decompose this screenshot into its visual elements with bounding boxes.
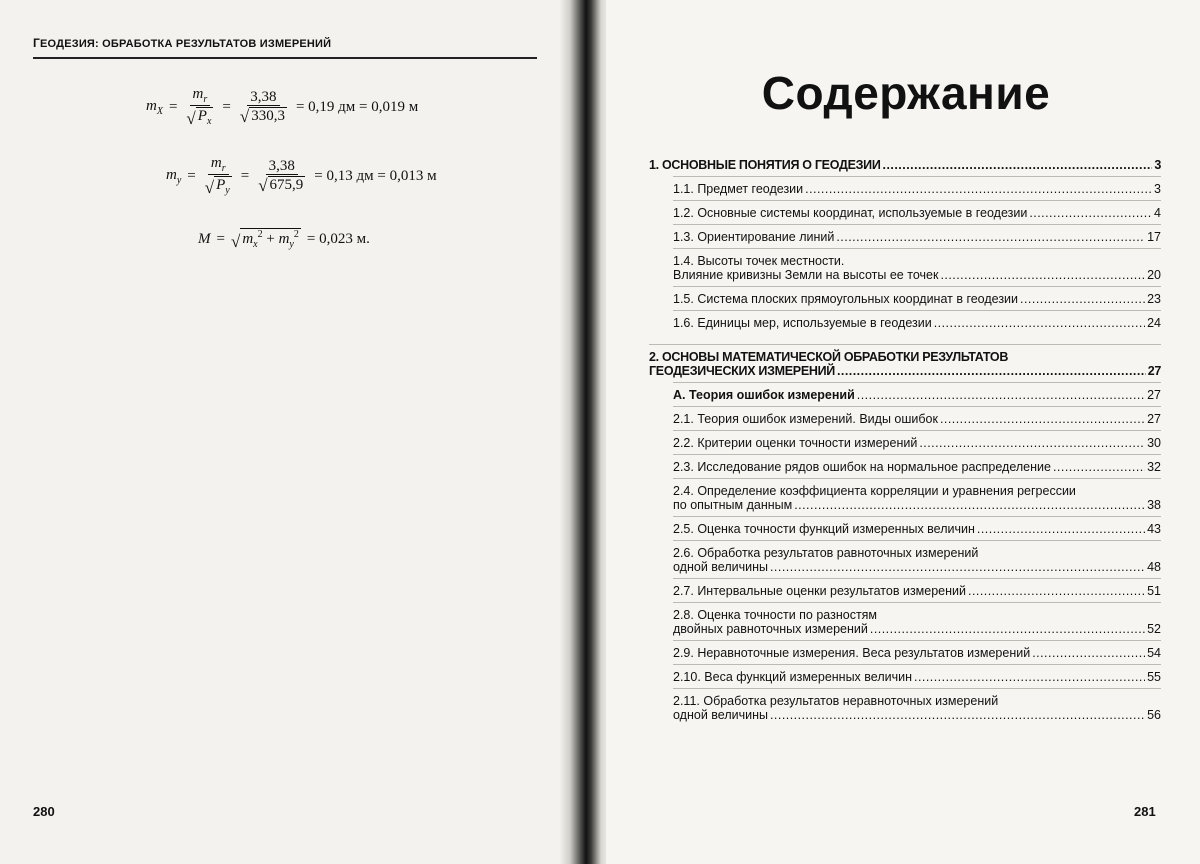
toc-leader-dots xyxy=(1029,206,1152,220)
toc-separator xyxy=(649,344,1161,345)
toc-section[interactable] xyxy=(649,608,1161,636)
toc-page-number: 48 xyxy=(1147,560,1161,574)
right-page xyxy=(606,0,1200,864)
toc-separator xyxy=(673,430,1161,431)
f1-lhs-sub: X xyxy=(156,105,163,117)
toc-separator xyxy=(673,578,1161,579)
toc-entry-label: 2.5. Оценка точности функций измеренных величин xyxy=(673,522,975,536)
toc-leader-dots xyxy=(940,268,1145,282)
toc-separator xyxy=(673,540,1161,541)
toc-page-number: 23 xyxy=(1147,292,1161,306)
f2-den-sub: y xyxy=(225,185,230,196)
toc-separator xyxy=(673,176,1161,177)
toc-page-number: 52 xyxy=(1147,622,1161,636)
toc-page-number: 32 xyxy=(1147,460,1161,474)
f3-result: = 0,023 м. xyxy=(306,230,370,247)
toc-leader-dots xyxy=(977,522,1145,536)
running-head xyxy=(33,36,331,50)
toc-leader-dots xyxy=(1020,292,1145,306)
toc-page-number: 56 xyxy=(1147,708,1161,722)
running-head-rule xyxy=(33,57,537,59)
toc-page-number: 55 xyxy=(1147,670,1161,684)
f3-sqrt: √ $m_x^2 + m_y^2$ xyxy=(230,229,299,251)
toc-page-number: 4 xyxy=(1154,206,1161,220)
toc-section[interactable] xyxy=(649,182,1161,196)
f1-val-num: 3,38 xyxy=(247,89,279,107)
running-head-initial: Г xyxy=(33,36,41,50)
toc-section[interactable] xyxy=(649,206,1161,220)
toc-entry-first-line: 2.4. Определение коэффициента корреляции и уравнения регрессии xyxy=(673,484,1076,498)
toc-separator xyxy=(673,406,1161,407)
toc-leader-dots xyxy=(1053,460,1145,474)
toc-section[interactable] xyxy=(649,694,1161,722)
toc-entry-label: А. Теория ошибок измерений xyxy=(673,388,855,402)
table-of-contents xyxy=(649,158,1161,722)
toc-entry-label: 2.9. Неравноточные измерения. Веса результатов измерений xyxy=(673,646,1031,660)
f1-den-var: P xyxy=(197,108,207,124)
contents-title: Содержание xyxy=(761,67,1051,119)
toc-page-number: 30 xyxy=(1147,436,1161,450)
toc-separator xyxy=(673,516,1161,517)
toc-section[interactable] xyxy=(649,484,1161,512)
toc-page-number: 27 xyxy=(1147,364,1161,378)
page-number-right: 281 xyxy=(1134,804,1156,819)
toc-entry-label: 2.1. Теория ошибок измерений. Виды ошибок xyxy=(673,412,938,426)
toc-entry-first-line: 1.4. Высоты точек местности. xyxy=(673,254,845,268)
toc-separator xyxy=(673,248,1161,249)
toc-entry-label: 2.2. Критерии оценки точности измерений xyxy=(673,436,918,450)
toc-leader-dots xyxy=(914,670,1145,684)
f3-t2-var: m xyxy=(278,231,290,247)
f3-t2-sup: 2 xyxy=(293,229,299,240)
toc-entry-first-line: 2.8. Оценка точности по разностям xyxy=(673,608,878,622)
f2-lhs-sub: y xyxy=(176,174,182,186)
f1-lhs-var: m xyxy=(146,97,157,114)
toc-separator xyxy=(673,224,1161,225)
toc-leader-dots xyxy=(883,158,1153,172)
toc-separator xyxy=(673,688,1161,689)
toc-separator xyxy=(673,478,1161,479)
toc-entry-label: 1.5. Система плоских прямоугольных координат в геодезии xyxy=(673,292,1019,306)
toc-separator xyxy=(673,200,1161,201)
f2-val-den: 675,9 xyxy=(269,177,304,193)
f3-plus: + xyxy=(266,231,275,247)
toc-page-number: 17 xyxy=(1147,230,1161,244)
f2-numeric-fraction: 3,38 √ 675,9 xyxy=(258,157,304,195)
formula-mx: $m_X$ = $m_r$ √ $P_x$ = 3,38 √ 330,3 = 0,19 дм = 0,019 м xyxy=(146,86,419,128)
toc-entry-label: 1. ОСНОВНЫЕ ПОНЯТИЯ О ГЕОДЕЗИИ xyxy=(649,158,881,172)
f2-num-sub: r xyxy=(221,163,226,174)
toc-entry-label: одной величины xyxy=(673,560,768,574)
toc-section[interactable] xyxy=(649,388,1161,402)
toc-leader-dots xyxy=(870,622,1145,636)
toc-page-number: 38 xyxy=(1147,498,1161,512)
toc-section[interactable] xyxy=(649,460,1161,474)
f2-symbolic-fraction: $m_r$ √ $P_y$ xyxy=(204,155,230,197)
toc-leader-dots xyxy=(940,412,1145,426)
toc-section[interactable] xyxy=(649,292,1161,306)
toc-leader-dots xyxy=(836,230,1145,244)
toc-entry-label: ГЕОДЕЗИЧЕСКИХ ИЗМЕРЕНИЙ xyxy=(649,364,835,378)
toc-section[interactable] xyxy=(649,646,1161,660)
toc-entry-first-line: 2.11. Обработка результатов неравноточных измерений xyxy=(673,694,999,708)
f1-den-sub: x xyxy=(206,116,212,127)
f3-t1-sup: 2 xyxy=(257,229,263,240)
toc-entry-first-line: 2.6. Обработка результатов равноточных измерений xyxy=(673,546,979,560)
toc-leader-dots xyxy=(968,584,1145,598)
f1-num-sub: r xyxy=(203,94,208,105)
toc-entry-label: Влияние кривизны Земли на высоты ее точек xyxy=(673,268,939,282)
f2-lhs-var: m xyxy=(166,166,177,183)
toc-section[interactable] xyxy=(649,412,1161,426)
toc-page-number: 20 xyxy=(1147,268,1161,282)
running-head-rest: : ОБРАБОТКА РЕЗУЛЬТАТОВ ИЗМЕРЕНИЙ xyxy=(95,38,332,50)
toc-chapter[interactable] xyxy=(649,158,1161,172)
toc-leader-dots xyxy=(770,708,1145,722)
toc-separator xyxy=(673,640,1161,641)
f1-result: = 0,19 дм = 0,019 м xyxy=(295,98,419,115)
toc-section[interactable] xyxy=(649,584,1161,598)
toc-leader-dots xyxy=(770,560,1145,574)
f1-val-den: 330,3 xyxy=(251,108,285,124)
toc-leader-dots xyxy=(1032,646,1145,660)
toc-entry-label: 2.3. Исследование рядов ошибок на нормальное распределение xyxy=(673,460,1051,474)
toc-separator xyxy=(673,454,1161,455)
f3-lhs: M xyxy=(198,230,211,247)
f3-t1-sub: x xyxy=(253,239,258,250)
toc-entry-label: 2.10. Веса функций измеренных величин xyxy=(673,670,912,684)
f1-symbolic-fraction: $m_r$ √ $P_x$ xyxy=(186,86,212,128)
f3-t2-sub: y xyxy=(289,239,294,250)
toc-separator xyxy=(673,382,1161,383)
toc-section[interactable] xyxy=(649,230,1161,244)
toc-page-number: 3 xyxy=(1154,182,1161,196)
toc-separator xyxy=(673,310,1161,311)
f3-t1-var: m xyxy=(242,231,254,247)
toc-section[interactable] xyxy=(649,316,1161,330)
f2-result: = 0,13 дм = 0,013 м xyxy=(314,167,437,184)
page-number-left: 280 xyxy=(33,804,55,819)
left-page xyxy=(0,0,570,864)
toc-page-number: 24 xyxy=(1147,316,1161,330)
toc-separator xyxy=(673,602,1161,603)
toc-leader-dots xyxy=(805,182,1152,196)
toc-leader-dots xyxy=(794,498,1145,512)
toc-leader-dots xyxy=(857,388,1145,402)
toc-section[interactable] xyxy=(649,670,1161,684)
toc-entry-label: 1.3. Ориентирование линий xyxy=(673,230,835,244)
toc-entry-label: 2.7. Интервальные оценки результатов измерений xyxy=(673,584,966,598)
toc-separator xyxy=(673,286,1161,287)
f1-numeric-fraction: 3,38 √ 330,3 xyxy=(239,88,285,126)
running-head-word: ЕОДЕЗИЯ xyxy=(40,38,96,50)
toc-entry-first-line: 2. ОСНОВЫ МАТЕМАТИЧЕСКОЙ ОБРАБОТКИ РЕЗУЛЬТАТОВ xyxy=(649,350,1009,364)
toc-page-number: 54 xyxy=(1147,646,1161,660)
f2-den-var: P xyxy=(216,177,226,193)
toc-entry-label: 1.1. Предмет геодезии xyxy=(673,182,804,196)
toc-leader-dots xyxy=(837,364,1146,378)
formula-M: M = √ $m_x^2 + m_y^2$ = 0,023 м. xyxy=(198,229,370,251)
f2-val-num: 3,38 xyxy=(266,158,298,176)
toc-entry-label: двойных равноточных измерений xyxy=(673,622,868,636)
toc-page-number: 43 xyxy=(1147,522,1161,536)
toc-page-number: 3 xyxy=(1154,158,1161,172)
toc-section[interactable] xyxy=(649,436,1161,450)
toc-chapter[interactable] xyxy=(649,350,1161,378)
toc-page-number: 27 xyxy=(1147,412,1161,426)
toc-page-number: 51 xyxy=(1147,584,1161,598)
toc-section[interactable] xyxy=(649,522,1161,536)
book-gutter xyxy=(560,0,610,864)
toc-entry-label: по опытным данным xyxy=(673,498,793,512)
toc-entry-label: одной величины xyxy=(673,708,768,722)
toc-section[interactable] xyxy=(649,254,1161,282)
toc-separator xyxy=(673,664,1161,665)
f2-num-var: m xyxy=(210,155,222,171)
toc-page-number: 27 xyxy=(1147,388,1161,402)
toc-leader-dots xyxy=(919,436,1145,450)
toc-section[interactable] xyxy=(649,546,1161,574)
toc-entry-label: 1.2. Основные системы координат, используемые в геодезии xyxy=(673,206,1028,220)
toc-leader-dots xyxy=(934,316,1145,330)
formula-my: $m_y$ = $m_r$ √ $P_y$ = 3,38 √ 675,9 = 0,13 дм = 0,013 м xyxy=(166,155,437,197)
f1-num-var: m xyxy=(192,86,204,102)
toc-entry-label: 1.6. Единицы мер, используемые в геодезии xyxy=(673,316,932,330)
